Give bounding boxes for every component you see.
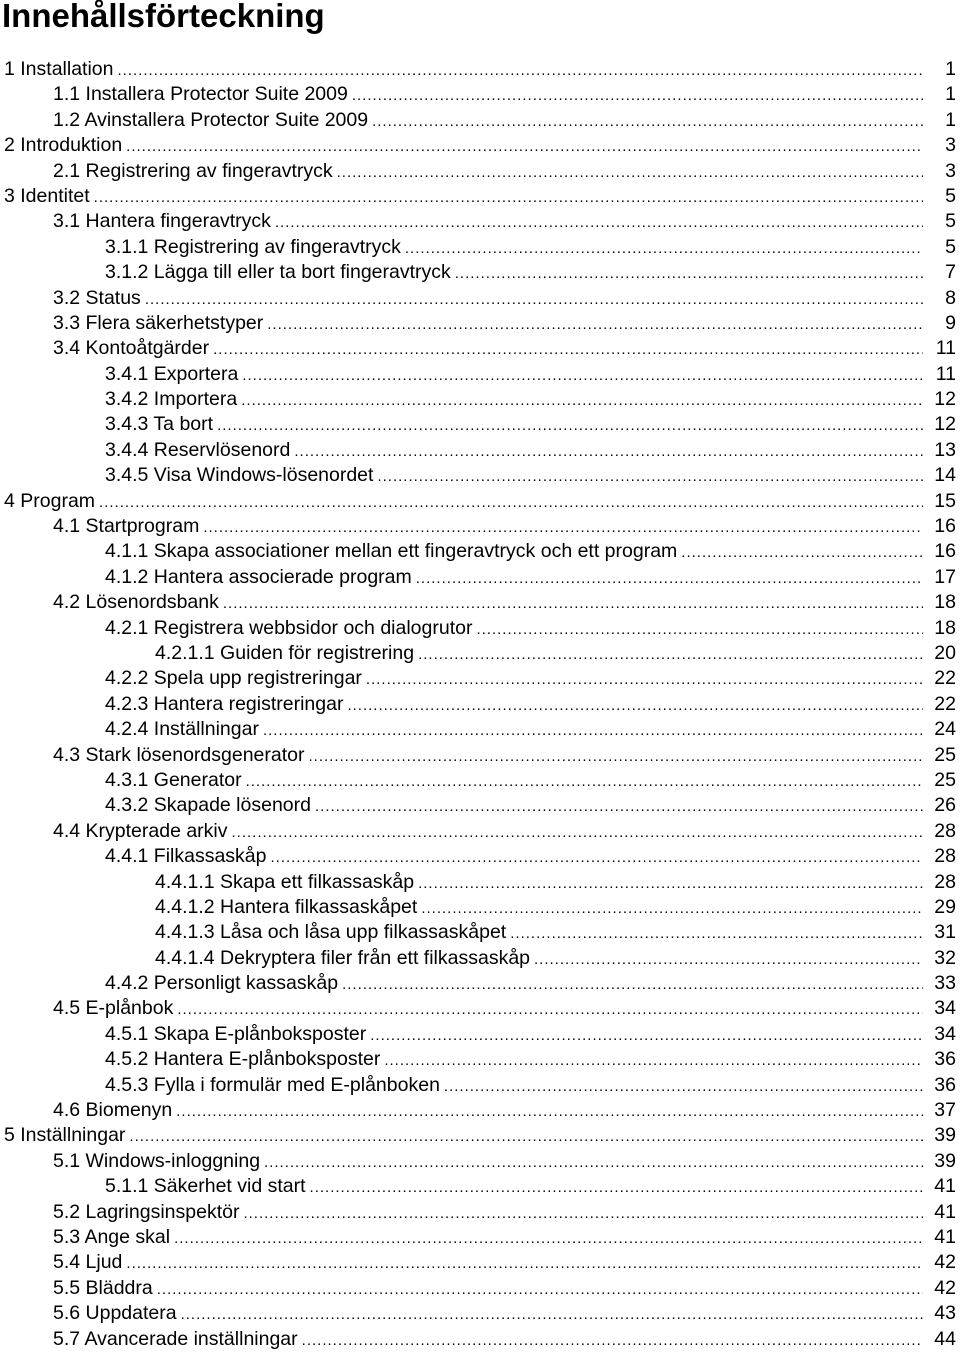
dot-leader [418,642,923,666]
dot-leader [366,667,923,691]
dot-leader [275,210,923,234]
dot-leader [181,1302,923,1326]
toc-entry[interactable] [0,336,960,361]
toc-entry[interactable] [0,1098,960,1123]
dot-leader [242,363,923,387]
dot-leader [126,134,923,158]
toc-entry-label: 3.1 Hantera fingeravtryck [53,210,271,233]
toc-entry-label: 2 Introduktion [4,134,123,157]
dot-leader [405,236,923,260]
toc-entry-label: 5 Inställningar [4,1124,126,1147]
toc-page-number: 17 [934,565,956,588]
dot-leader [263,718,923,742]
dot-leader [118,58,924,82]
toc-entry[interactable] [0,793,960,818]
toc-entry[interactable] [0,1123,960,1148]
toc-entry[interactable] [0,1327,960,1352]
toc-entry-label: 5.1.1 Säkerhet vid start [105,1175,306,1198]
toc-entry[interactable] [0,539,960,564]
toc-entry-label: 3 Identitet [4,184,90,207]
toc-page-number: 31 [934,921,956,944]
toc-entry-label: 4.3.1 Generator [105,768,242,791]
dot-leader [99,490,923,514]
toc-entry-label: 5.1 Windows-inloggning [53,1149,261,1172]
toc-entry-label: 4.3 Stark lösenordsgenerator [53,743,305,766]
toc-entry[interactable] [0,235,960,260]
toc-entry[interactable] [0,133,960,158]
toc-entry[interactable] [0,996,960,1021]
dot-leader [315,794,923,818]
toc-entry-label: 3.4.5 Visa Windows-lösenordet [105,464,374,487]
toc-page-number: 41 [934,1175,956,1198]
toc-entry[interactable] [0,616,960,641]
toc-entry[interactable] [0,1250,960,1275]
toc-page-number: 14 [934,464,956,487]
toc-entry[interactable] [0,514,960,539]
toc-entry-label: 4.5 E-plånbok [53,997,174,1020]
toc-entry[interactable] [0,946,960,971]
toc-entry-label: 5.2 Lagringsinspektör [53,1200,240,1223]
toc-entry-label: 3.4.4 Reservlösenord [105,438,291,461]
toc-page-number: 29 [934,895,956,918]
toc-page-number: 7 [945,261,956,284]
toc-page-number: 11 [935,337,956,360]
dot-leader [510,921,923,945]
toc-page-number: 1 [945,83,956,106]
toc-entry-label: 5.3 Ange skal [53,1225,171,1248]
toc-entry-label: 1.2 Avinstallera Protector Suite 2009 [53,108,369,131]
dot-leader [176,1099,923,1123]
toc-page-number: 25 [934,768,956,791]
toc-page-number: 43 [934,1302,956,1325]
toc-list [0,57,960,1352]
toc-page-number: 5 [945,210,956,233]
toc-entry[interactable] [0,286,960,311]
toc-page-number: 28 [934,870,956,893]
toc-entry[interactable] [0,692,960,717]
toc-entry[interactable] [0,1073,960,1098]
toc-entry-label: 3.1.2 Lägga till eller ta bort fingeravtryck [105,261,451,284]
dot-leader [384,1048,923,1072]
toc-page-number: 16 [934,515,956,538]
toc-entry[interactable] [0,1301,960,1326]
toc-entry-label: 3.1.1 Registrering av fingeravtryck [105,235,401,258]
toc-entry[interactable] [0,108,960,133]
toc-entry-label: 4.2.1 Registrera webbsidor och dialogrutor [105,616,473,639]
dot-leader [337,160,923,184]
dot-leader [421,896,923,920]
page-title: Innehållsförteckning [2,0,325,34]
toc-page-number: 33 [934,972,956,995]
toc-page-number: 25 [934,743,956,766]
dot-leader [271,845,924,869]
toc-page-number: 36 [934,1048,956,1071]
toc-entry-label: 5.7 Avancerade inställningar [53,1327,298,1350]
toc-entry[interactable] [0,1200,960,1225]
toc-entry[interactable] [0,1225,960,1250]
toc-entry-label: 4.1.2 Hantera associerade program [105,565,412,588]
toc-entry-label: 4.1.1 Skapa associationer mellan ett fingeravtryck och ett program [105,540,678,563]
toc-page-number: 12 [934,413,956,436]
dot-leader [444,1074,923,1098]
dot-leader [302,1328,923,1352]
dot-leader [372,109,923,133]
toc-entry-label: 3.2 Status [53,286,141,309]
toc-page-number: 20 [934,641,956,664]
toc-entry[interactable] [0,870,960,895]
toc-page-number: 16 [934,540,956,563]
dot-leader [455,261,923,285]
toc-entry-label: 4.2.4 Inställningar [105,718,259,741]
toc-entry-label: 4.4.1.1 Skapa ett filkassaskåp [155,870,415,893]
toc-entry-label: 4.3.2 Skapade lösenord [105,794,311,817]
toc-page-number: 26 [934,794,956,817]
dot-leader [174,1226,923,1250]
toc-page-number: 15 [934,489,956,512]
toc-page-number: 36 [934,1073,956,1096]
toc-entry-label: 4.4 Krypterade arkiv [53,819,228,842]
toc-page-number: 3 [945,159,956,182]
toc-entry-label: 4 Program [4,489,96,512]
toc-entry-label: 4.2.3 Hantera registreringar [105,692,344,715]
toc-entry[interactable] [0,387,960,412]
toc-entry[interactable] [0,463,960,488]
dot-leader [241,388,923,412]
toc-page-number: 12 [934,388,956,411]
toc-entry-label: 4.6 Biomenyn [53,1099,173,1122]
toc-entry[interactable] [0,565,960,590]
toc-page-number: 22 [934,692,956,715]
toc-page-number: 34 [934,997,956,1020]
toc-entry-label: 5.4 Ljud [53,1251,123,1274]
toc-page-number: 42 [934,1276,956,1299]
toc-entry[interactable] [0,1047,960,1072]
dot-leader [377,464,923,488]
dot-leader [203,515,923,539]
toc-entry-label: 3.4.2 Importera [105,388,238,411]
toc-page-number: 11 [935,362,956,385]
dot-leader [126,1251,923,1275]
toc-page-number: 41 [934,1225,956,1248]
toc-entry-label: 4.2.1.1 Guiden för registrering [155,641,415,664]
toc-page-number: 18 [934,616,956,639]
toc-entry[interactable] [0,743,960,768]
dot-leader [223,591,923,615]
toc-entry[interactable] [0,1149,960,1174]
toc-page-number: 1 [945,108,956,131]
toc-entry-label: 4.5.2 Hantera E-plånboksposter [105,1048,381,1071]
toc-entry[interactable] [0,895,960,920]
toc-page-number: 42 [934,1251,956,1274]
toc-page-number: 24 [934,718,956,741]
dot-leader [476,617,923,641]
toc-page-number: 37 [934,1099,956,1122]
toc-page-number: 32 [934,946,956,969]
dot-leader [416,566,923,590]
dot-leader [145,287,923,311]
toc-entry-label: 3.4.3 Ta bort [105,413,214,436]
dot-leader [157,1277,923,1301]
toc-entry-label: 4.4.1.4 Dekryptera filer från ett filkassaskåp [155,946,531,969]
dot-leader [264,1150,923,1174]
dot-leader [308,744,923,768]
toc-entry[interactable] [0,1174,960,1199]
toc-page-number: 13 [934,438,956,461]
toc-entry-label: 4.4.2 Personligt kassaskåp [105,972,339,995]
dot-leader [534,947,923,971]
toc-entry[interactable] [0,971,960,996]
dot-leader [294,439,923,463]
dot-leader [342,972,923,996]
dot-leader [243,1201,923,1225]
dot-leader [310,1175,923,1199]
toc-entry[interactable] [0,209,960,234]
toc-page-number: 1 [945,58,956,80]
toc-entry[interactable] [0,641,960,666]
dot-leader [213,337,923,361]
toc-entry-label: 5.5 Bläddra [53,1276,153,1299]
toc-page-number: 9 [945,311,956,334]
toc-entry-label: 4.2.2 Spela upp registreringar [105,667,362,690]
toc-entry[interactable] [0,819,960,844]
toc-page-number: 39 [934,1149,956,1172]
toc-entry[interactable] [0,82,960,107]
toc-entry-label: 4.5.3 Fylla i formulär med E-plånboken [105,1073,440,1096]
toc-entry-label: 3.4.1 Exportera [105,362,239,385]
dot-leader [418,871,923,895]
toc-page-number: 28 [934,845,956,868]
toc-entry[interactable] [0,184,960,209]
dot-leader [217,413,923,437]
toc-page-number: 3 [945,134,956,157]
toc-entry[interactable] [0,57,960,82]
toc-page-number: 5 [945,184,956,207]
toc-page-number: 39 [934,1124,956,1147]
toc-entry[interactable] [0,844,960,869]
toc-entry[interactable] [0,311,960,336]
dot-leader [370,1023,923,1047]
toc-page-number: 8 [945,286,956,309]
toc-page-number: 18 [934,591,956,614]
dot-leader [681,540,923,564]
toc-entry[interactable] [0,1276,960,1301]
toc-entry[interactable] [0,1022,960,1047]
toc-entry-label: 4.4.1 Filkassaskåp [105,845,267,868]
toc-page-number: 28 [934,819,956,842]
toc-entry[interactable] [0,768,960,793]
toc-entry-label: 4.4.1.2 Hantera filkassaskåpet [155,895,418,918]
dot-leader [177,997,923,1021]
toc-entry[interactable] [0,362,960,387]
toc-entry[interactable] [0,666,960,691]
dot-leader [129,1124,923,1148]
toc-entry-label: 4.1 Startprogram [53,515,200,538]
toc-entry-label: 4.4.1.3 Låsa och låsa upp filkassaskåpet [155,921,507,944]
toc-entry[interactable] [0,717,960,742]
toc-entry-label: 3.4 Kontoåtgärder [53,337,210,360]
toc-page-number: 34 [934,1022,956,1045]
toc-entry-label: 4.5.1 Skapa E-plånboksposter [105,1022,367,1045]
toc-entry[interactable] [0,438,960,463]
toc-entry-label: 1.1 Installera Protector Suite 2009 [53,83,348,106]
toc-page-number: 22 [934,667,956,690]
toc-entry[interactable] [0,920,960,945]
dot-leader [347,693,923,717]
toc-page-number: 41 [934,1200,956,1223]
toc-entry-label: 5.6 Uppdatera [53,1302,177,1325]
dot-leader [267,312,923,336]
dot-leader [352,83,923,107]
toc-entry[interactable] [0,260,960,285]
toc-entry[interactable] [0,159,960,184]
dot-leader [246,769,923,793]
dot-leader [94,185,923,209]
toc-page-number: 44 [934,1327,956,1350]
toc-entry-label: 4.2 Lösenordsbank [53,591,219,614]
toc-entry-label: 2.1 Registrering av fingeravtryck [53,159,333,182]
toc-entry-label: 3.3 Flera säkerhetstyper [53,311,264,334]
toc-entry[interactable] [0,412,960,437]
toc-entry[interactable] [0,489,960,514]
toc-page-number: 5 [945,235,956,258]
toc-entry[interactable] [0,590,960,615]
dot-leader [232,820,923,844]
toc-entry-label: 1 Installation [4,58,114,80]
